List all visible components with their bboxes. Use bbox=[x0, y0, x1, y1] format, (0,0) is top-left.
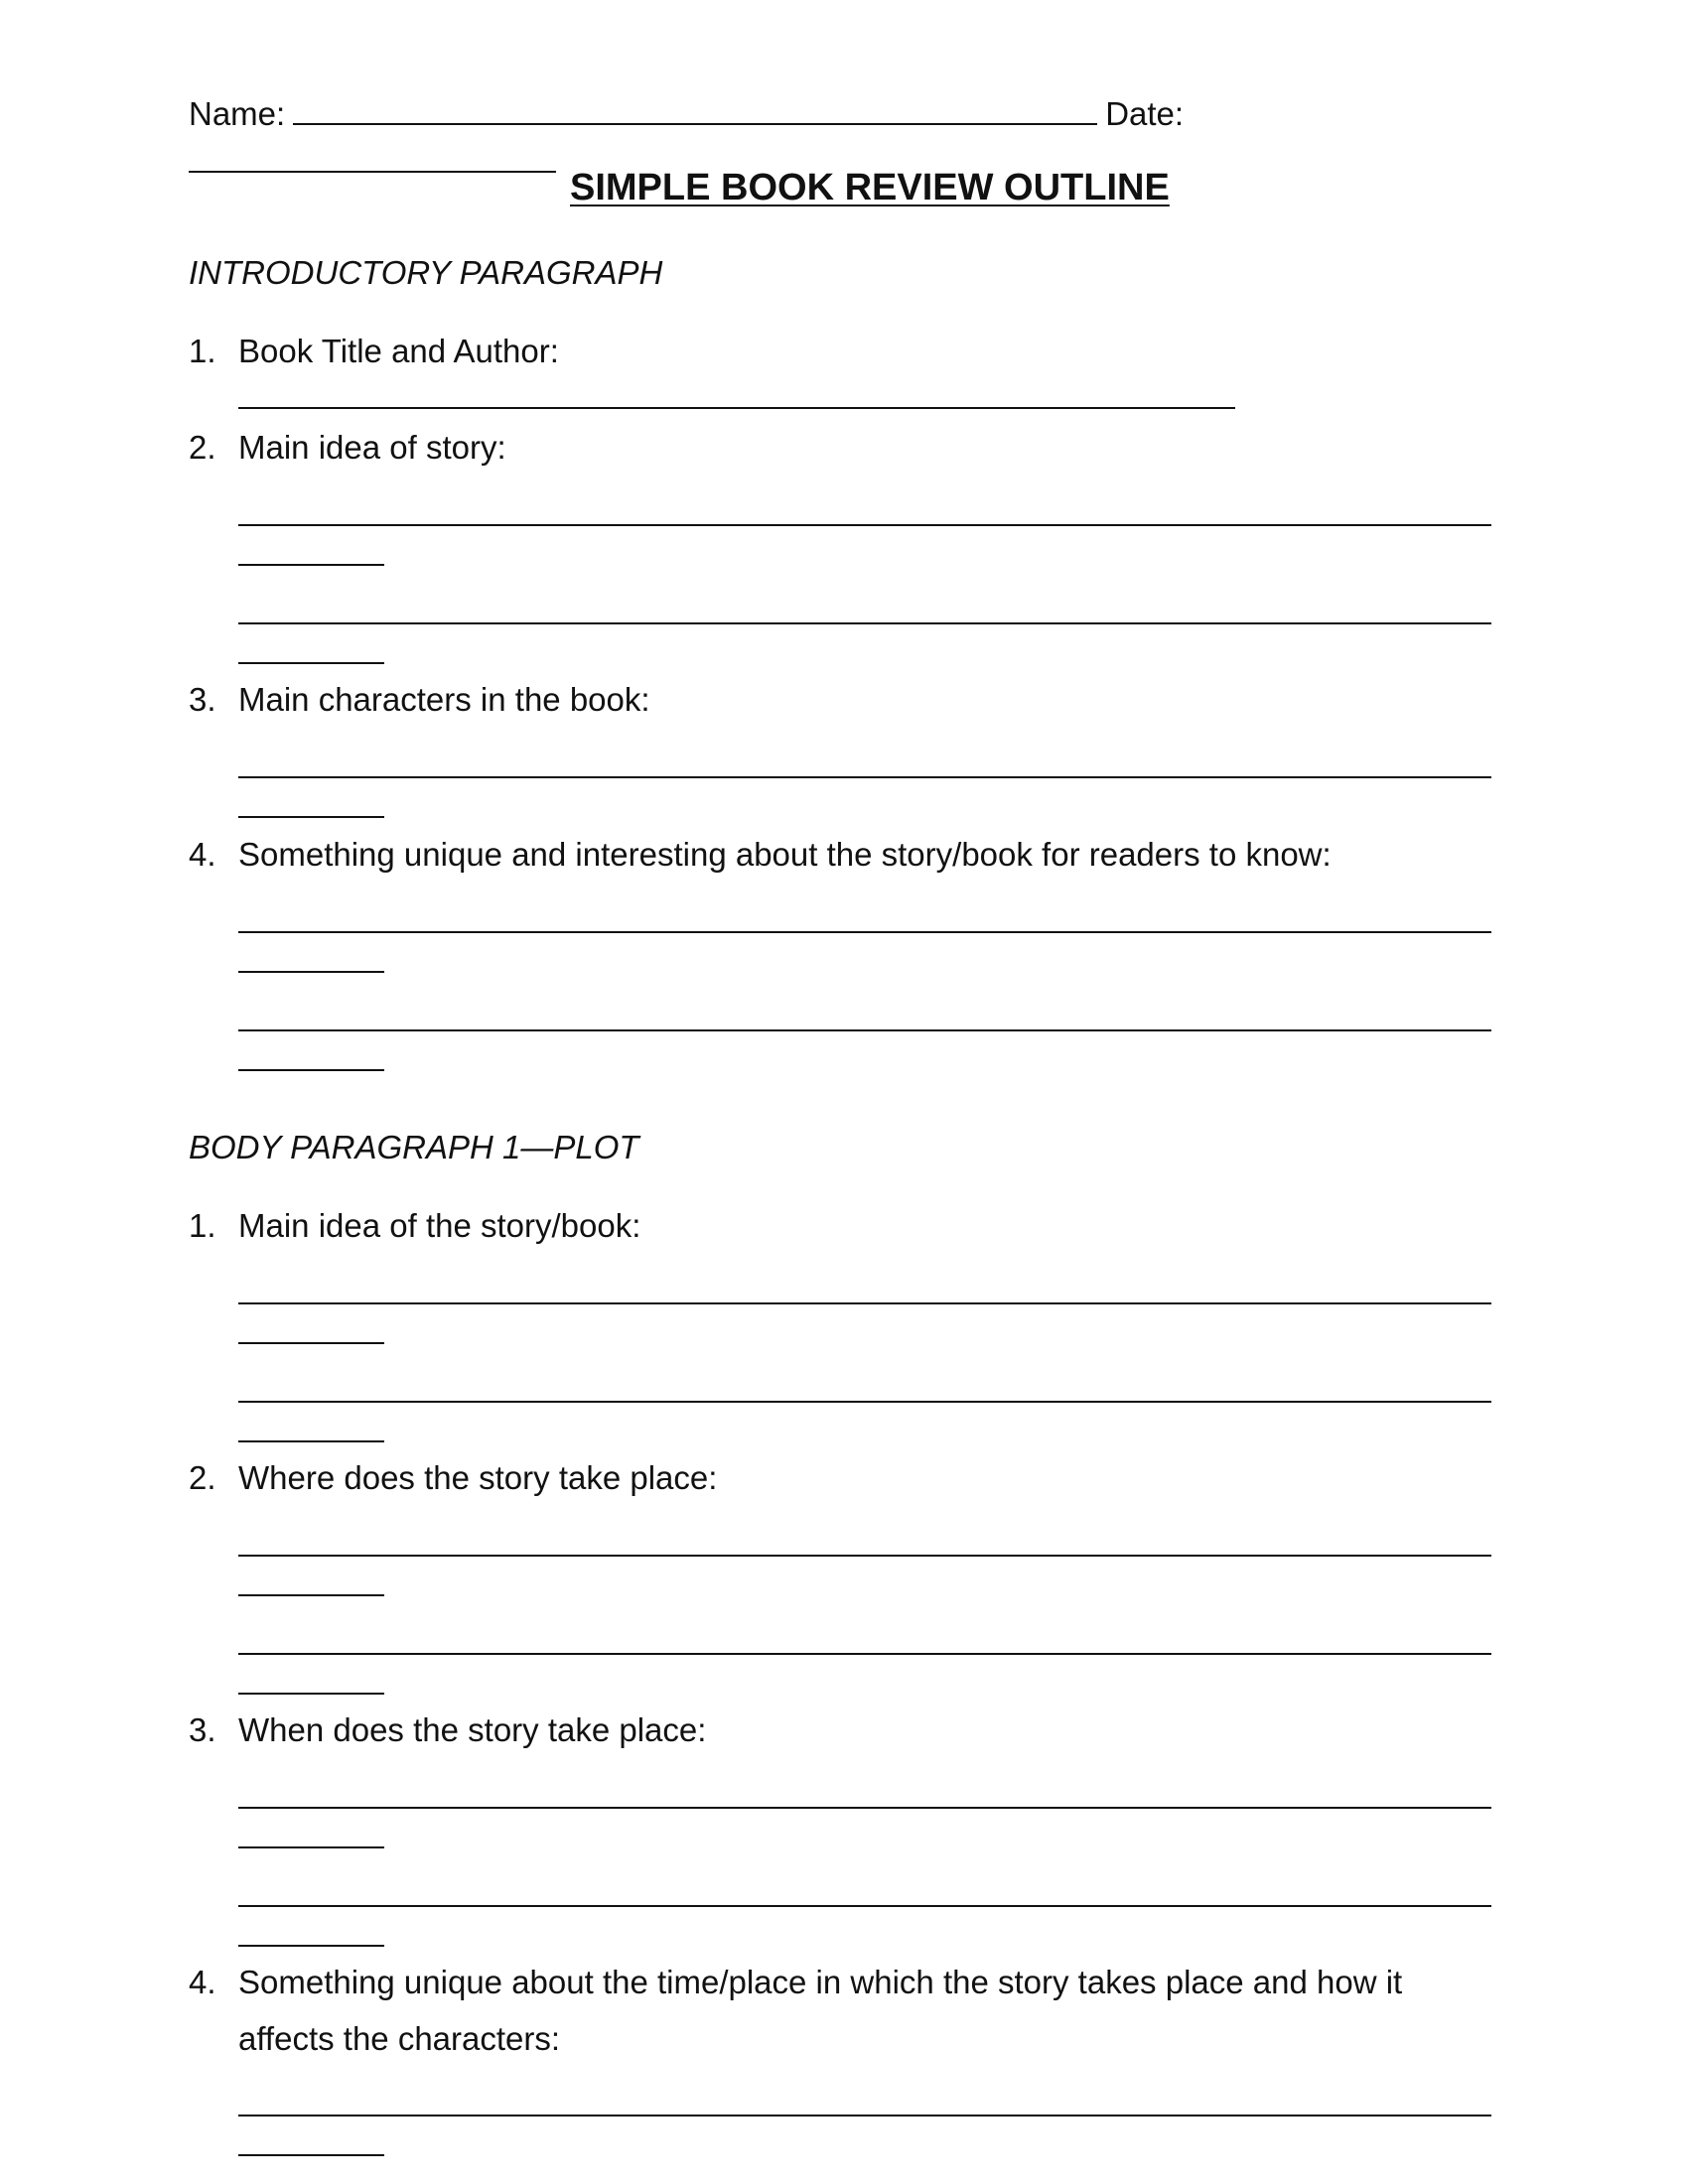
section-heading-intro: INTRODUCTORY PARAGRAPH bbox=[189, 254, 663, 291]
answer-line-continued bbox=[238, 1945, 384, 1947]
item-text: Where does the story take place: bbox=[238, 1459, 718, 1496]
header-name-date-row bbox=[189, 93, 1184, 134]
answer-line bbox=[238, 776, 1491, 778]
answer-line bbox=[238, 1905, 1491, 1907]
item-number: 4. bbox=[189, 1964, 216, 2000]
item-text: Book Title and Author: bbox=[238, 333, 559, 369]
answer-line bbox=[238, 1653, 1491, 1655]
answer-line bbox=[238, 524, 1491, 526]
body1-item-4 bbox=[189, 1964, 1402, 2001]
name-blank-line bbox=[293, 93, 1097, 125]
answer-line-continued bbox=[238, 971, 384, 973]
date-label: Date: bbox=[1105, 95, 1185, 132]
item-number: 2. bbox=[189, 1459, 216, 1496]
intro-item-2 bbox=[189, 429, 506, 467]
intro-item-4 bbox=[189, 836, 1332, 874]
item-number: 1. bbox=[189, 1207, 216, 1244]
intro-item-3 bbox=[189, 681, 650, 719]
answer-line-continued bbox=[238, 564, 384, 566]
answer-line bbox=[238, 2115, 1491, 2116]
item-text: When does the story take place: bbox=[238, 1711, 707, 1748]
item-number: 4. bbox=[189, 836, 216, 873]
answer-line bbox=[238, 1302, 1491, 1304]
item-number: 2. bbox=[189, 429, 216, 466]
answer-line-continued bbox=[238, 1594, 384, 1596]
answer-line-continued bbox=[238, 2154, 384, 2156]
body1-item-1 bbox=[189, 1207, 640, 1245]
item-number: 3. bbox=[189, 681, 216, 718]
answer-line bbox=[238, 1807, 1491, 1809]
answer-line bbox=[238, 622, 1491, 624]
answer-line bbox=[238, 931, 1491, 933]
answer-line-continued bbox=[238, 1693, 384, 1695]
body1-item-2 bbox=[189, 1459, 717, 1497]
body1-item-4-continued: affects the characters: bbox=[238, 2020, 561, 2057]
item-text: Something unique and interesting about the story/book for readers to know: bbox=[238, 836, 1332, 873]
answer-line bbox=[238, 1029, 1491, 1031]
item-text: Main idea of story: bbox=[238, 429, 506, 466]
item-text: Something unique about the time/place in which the story takes place and how it bbox=[238, 1964, 1403, 2000]
answer-line-continued bbox=[238, 1069, 384, 1071]
answer-line bbox=[238, 1401, 1491, 1403]
item-text: Main characters in the book: bbox=[238, 681, 650, 718]
answer-line bbox=[238, 407, 1235, 409]
answer-line-continued bbox=[238, 1342, 384, 1344]
item-text: Main idea of the story/book: bbox=[238, 1207, 641, 1244]
item-number: 3. bbox=[189, 1711, 216, 1748]
answer-line-continued bbox=[238, 1440, 384, 1442]
answer-line bbox=[238, 1555, 1491, 1557]
item-number: 1. bbox=[189, 333, 216, 369]
date-blank-line bbox=[189, 141, 556, 173]
answer-line-continued bbox=[238, 662, 384, 664]
page-title: SIMPLE BOOK REVIEW OUTLINE bbox=[570, 167, 1170, 208]
body1-item-3 bbox=[189, 1711, 706, 1749]
name-label: Name: bbox=[189, 95, 286, 132]
intro-item-1 bbox=[189, 333, 559, 370]
answer-line-continued bbox=[238, 816, 384, 818]
section-heading-body1: BODY PARAGRAPH 1—PLOT bbox=[189, 1129, 639, 1165]
answer-line-continued bbox=[238, 1846, 384, 1848]
